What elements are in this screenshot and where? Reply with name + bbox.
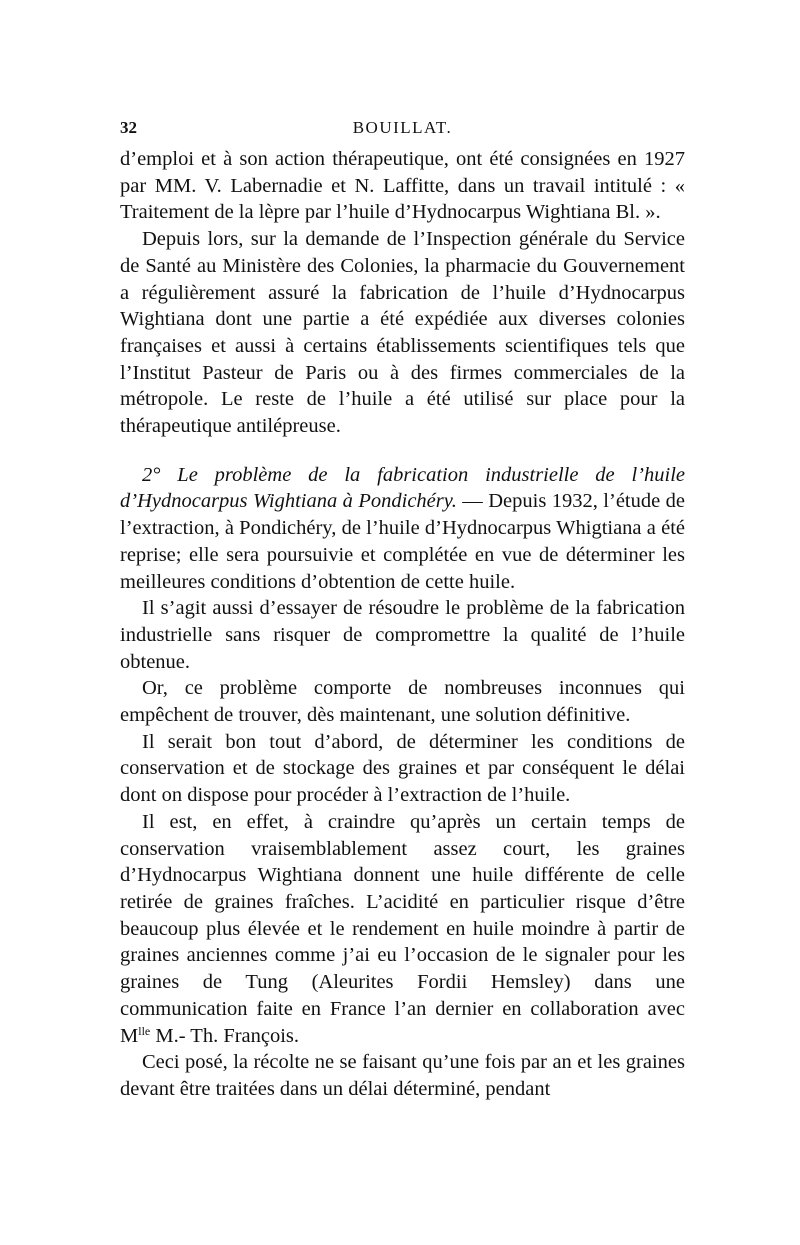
paragraph: Depuis lors, sur la demande de l’Inspection générale du Service de Santé au Ministère des Colonies, la pharmacie du Gouvernement a régulièrement assuré la fabrication de l’huile d’Hydnocarpus Wightiana dont une partie a été expédiée aux diverses colonies françaises et aussi à certains établissements scientifiques tels que l’Institut Pasteur de Paris ou à des firmes commerciales de la métropole. Le reste de l’huile a été utilisé sur place pour la thérapeutique antilépreuse. xyxy=(120,228,685,438)
paragraph: Il serait bon tout d’abord, de déterminer les conditions de conservation et de stockage des graines et par conséquent le délai dont on dispose pour procéder à l’extraction de l’huile. xyxy=(120,730,685,807)
superscript: lle xyxy=(138,1023,151,1038)
paragraph-text: Il est, en effet, à craindre qu’après un certain temps de conservation vraisemblablement assez court, les graines d’Hydnocarpus Wightiana donnent une huile différente de celle retirée de graines fraîches. L’acidité en particulier risque d’être beaucoup plus élevée et le rendement en huile moindre à partir de graines anciennes comme j’ai eu l’occasion de le signaler pour les graines de Tung (Aleurites Fordii Hemsley) dans une communication faite en France l’an dernier en collaboration avec M xyxy=(120,810,685,1047)
page-header xyxy=(120,118,685,144)
running-head: BOUILLAT. xyxy=(352,118,453,137)
body-text xyxy=(120,146,685,1103)
section-intro: — Depuis 1932, l’étude de l’extraction, à Pondichéry, de l’huile d’Hydnocarpus Whigtiana a été reprise; elle sera poursuivie et complétée en vue de déterminer les meilleures conditions d’obtention de cette huile. xyxy=(120,490,685,593)
paragraph xyxy=(120,809,685,1049)
paragraph: Ceci posé, la récolte ne se faisant qu’une fois par an et les graines devant être traitées dans un délai déterminé, pendant xyxy=(120,1051,685,1100)
paragraph-text: M.- Th. François. xyxy=(150,1024,300,1047)
paragraph: Or, ce problème comporte de nombreuses inconnues qui empêchent de trouver, dès maintenant, une solution définitive. xyxy=(120,677,685,727)
paragraph: d’emploi et à son action thérapeutique, ont été consignées en 1927 par MM. V. Labernadie et N. Laffitte, dans un travail intitulé : « Traitement de la lèpre par l’huile d’Hydnocarpus Wightiana Bl. ». xyxy=(120,148,685,224)
page-number: 32 xyxy=(120,118,137,137)
section-paragraph xyxy=(120,462,685,596)
section-number: 2° xyxy=(142,463,161,486)
paragraph: Il s’agit aussi d’essayer de résoudre le problème de la fabrication industrielle sans risquer de compromettre la qualité de l’huile obtenue. xyxy=(120,597,685,673)
section-title: Le problème de la fabrication industrielle de l’huile d’Hydnocarpus Wightiana à Pondichéry. xyxy=(120,463,685,513)
